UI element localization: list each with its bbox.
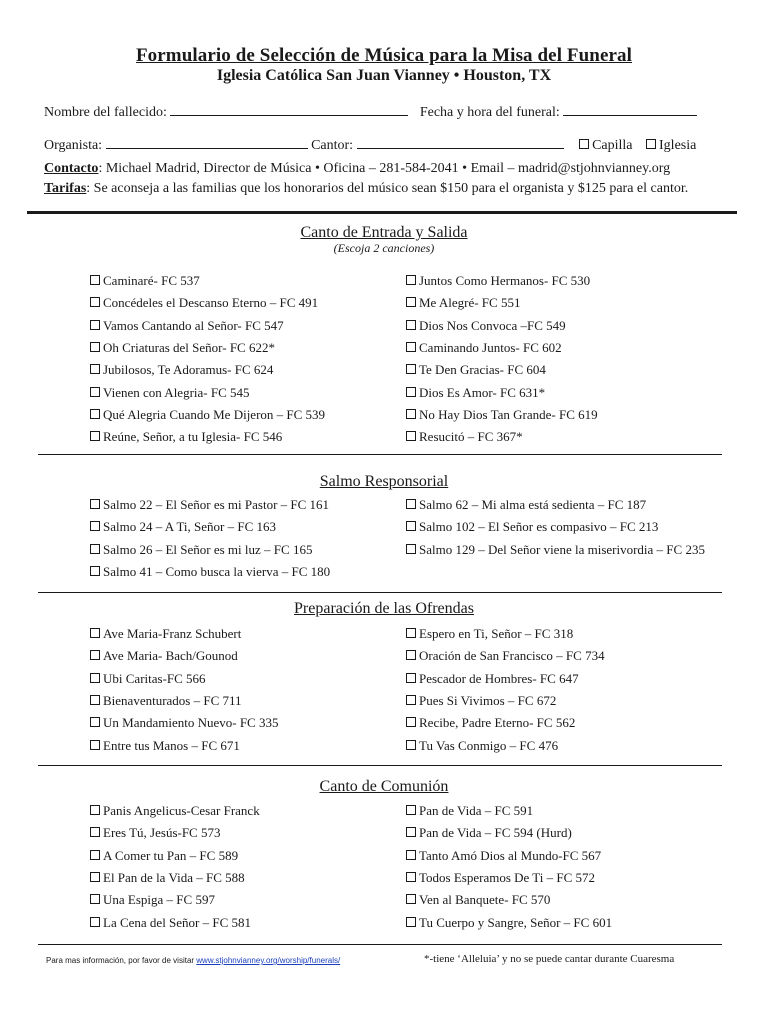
song-label: Oración de San Francisco – FC 734 — [419, 648, 605, 664]
song-checkbox[interactable] — [406, 894, 416, 904]
song-option[interactable] — [406, 848, 601, 864]
song-checkbox[interactable] — [90, 499, 100, 509]
song-checkbox[interactable] — [406, 409, 416, 419]
song-option[interactable] — [90, 542, 312, 558]
song-option[interactable] — [406, 542, 705, 558]
song-checkbox[interactable] — [90, 740, 100, 750]
song-checkbox[interactable] — [406, 628, 416, 638]
song-checkbox[interactable] — [90, 521, 100, 531]
song-checkbox[interactable] — [90, 364, 100, 374]
song-option[interactable] — [90, 564, 330, 580]
song-label: Entre tus Manos – FC 671 — [103, 737, 240, 753]
song-checkbox[interactable] — [90, 387, 100, 397]
contact-label: Contacto — [44, 161, 99, 176]
song-checkbox[interactable] — [90, 275, 100, 285]
capilla-option[interactable] — [579, 138, 632, 153]
song-option[interactable] — [406, 362, 546, 378]
song-checkbox[interactable] — [406, 297, 416, 307]
song-option[interactable] — [90, 429, 282, 445]
song-option[interactable] — [90, 273, 200, 289]
song-label: Me Alegré- FC 551 — [419, 295, 521, 311]
song-label: Salmo 41 – Como busca la vierva – FC 180 — [103, 563, 331, 579]
deceased-row — [44, 103, 724, 121]
song-checkbox[interactable] — [406, 275, 416, 285]
song-checkbox[interactable] — [406, 650, 416, 660]
song-checkbox[interactable] — [406, 717, 416, 727]
song-checkbox[interactable] — [406, 364, 416, 374]
song-option[interactable] — [406, 892, 550, 908]
fees-label: Tarifas — [44, 181, 87, 196]
song-checkbox[interactable] — [90, 827, 100, 837]
contact-text: : Michael Madrid, Director de Música • Oficina – 281-584-2041 • Email – madrid@stjohnvianney.org — [98, 161, 671, 176]
song-checkbox[interactable] — [406, 917, 416, 927]
iglesia-checkbox[interactable] — [646, 139, 656, 149]
section-title-salmo: Salmo Responsorial — [319, 473, 449, 490]
song-label: Tanto Amó Dios al Mundo-FC 567 — [419, 847, 602, 863]
song-option[interactable] — [406, 915, 612, 931]
church-subtitle: Iglesia Católica San Juan Vianney • Houston, TX — [216, 67, 552, 84]
song-checkbox[interactable] — [90, 431, 100, 441]
song-option[interactable] — [90, 671, 206, 687]
song-option[interactable] — [90, 648, 238, 664]
song-label: Eres Tú, Jesús-FC 573 — [103, 825, 221, 841]
divider-2 — [38, 592, 722, 593]
song-label: La Cena del Señor – FC 581 — [103, 914, 252, 930]
song-option[interactable] — [406, 738, 558, 754]
song-option[interactable] — [90, 340, 275, 356]
divider-3 — [38, 765, 722, 766]
song-label: Caminando Juntos- FC 602 — [419, 339, 562, 355]
song-option[interactable] — [406, 803, 533, 819]
song-checkbox[interactable] — [406, 342, 416, 352]
song-option[interactable] — [406, 870, 595, 886]
song-label: Panis Angelicus-Cesar Franck — [103, 803, 260, 818]
song-option[interactable] — [90, 295, 318, 311]
song-label: Vamos Cantando al Señor- FC 547 — [103, 317, 284, 333]
song-checkbox[interactable] — [406, 695, 416, 705]
song-option[interactable] — [90, 519, 276, 535]
funeral-date-field[interactable] — [563, 103, 697, 116]
song-option[interactable] — [406, 385, 545, 401]
song-label: El Pan de la Vida – FC 588 — [103, 869, 245, 885]
song-checkbox[interactable] — [90, 695, 100, 705]
song-option[interactable] — [406, 340, 562, 356]
song-option[interactable] — [90, 915, 251, 931]
song-label: Pescador de Hombres- FC 647 — [419, 670, 579, 686]
divider-footer — [38, 944, 722, 945]
song-label: Pues Si Vivimos – FC 672 — [419, 692, 557, 708]
song-checkbox[interactable] — [90, 566, 100, 576]
song-label: Ave Maria-Franz Schubert — [103, 626, 242, 641]
song-option[interactable] — [90, 385, 250, 401]
fees-line — [44, 181, 744, 197]
song-label: Salmo 129 – Del Señor viene la miserivordia – FC 235 — [419, 541, 705, 557]
footer-info-text: Para mas información, por favor de visitar — [46, 956, 197, 965]
song-label: Salmo 62 – Mi alma está sedienta – FC 187 — [419, 497, 647, 512]
song-checkbox[interactable] — [406, 740, 416, 750]
song-label: Concédeles el Descanso Eterno – FC 491 — [103, 295, 319, 311]
deceased-label: Nombre del fallecido: — [44, 105, 167, 120]
song-option[interactable] — [90, 407, 325, 423]
song-checkbox[interactable] — [406, 320, 416, 330]
song-checkbox[interactable] — [406, 521, 416, 531]
song-label: Una Espiga – FC 597 — [103, 892, 215, 908]
iglesia-label: Iglesia — [659, 138, 697, 153]
song-option[interactable] — [90, 318, 284, 334]
iglesia-option[interactable] — [646, 138, 696, 153]
song-label: No Hay Dios Tan Grande- FC 619 — [419, 406, 598, 422]
cantor-label: Cantor: — [311, 138, 354, 153]
song-label: Salmo 24 – A Ti, Señor – FC 163 — [103, 519, 277, 535]
song-option[interactable] — [90, 693, 242, 709]
song-option[interactable] — [90, 362, 273, 378]
song-label: Salmo 26 – El Señor es mi luz – FC 165 — [103, 541, 313, 557]
song-label: Todos Esperamos De Ti – FC 572 — [419, 869, 596, 885]
song-label: Dios Es Amor- FC 631* — [419, 384, 546, 400]
song-option[interactable] — [90, 892, 215, 908]
song-label: Recibe, Padre Eterno- FC 562 — [419, 715, 576, 731]
song-option[interactable] — [90, 803, 260, 819]
song-option[interactable] — [406, 825, 572, 841]
song-option[interactable] — [406, 407, 598, 423]
song-checkbox[interactable] — [406, 431, 416, 441]
footer-link[interactable]: www.stjohnvianney.org/worship/funerals/ — [196, 956, 341, 965]
song-label: Jubilosos, Te Adoramus- FC 624 — [103, 362, 274, 378]
song-label: Tu Cuerpo y Sangre, Señor – FC 601 — [419, 914, 613, 930]
section-title-ofrendas: Preparación de las Ofrendas — [294, 600, 474, 617]
song-label: Resucitó – FC 367* — [419, 429, 523, 445]
song-option[interactable] — [406, 693, 556, 709]
contact-line — [44, 161, 744, 177]
song-checkbox[interactable] — [406, 872, 416, 882]
song-checkbox[interactable] — [406, 805, 416, 815]
song-label: Ave Maria- Bach/Gounod — [103, 648, 238, 664]
deceased-name-field[interactable] — [170, 103, 408, 116]
song-option[interactable] — [406, 273, 590, 289]
form-title: Formulario de Selección de Música para la Misa del Funeral — [135, 45, 633, 66]
song-checkbox[interactable] — [406, 850, 416, 860]
header-divider — [27, 211, 737, 214]
organist-label: Organista: — [44, 138, 103, 153]
song-option[interactable] — [406, 295, 520, 311]
song-option[interactable] — [90, 715, 278, 731]
funeral-date-label: Fecha y hora del funeral: — [419, 105, 560, 120]
song-label: A Comer tu Pan – FC 589 — [103, 847, 239, 863]
song-label: Ubi Caritas-FC 566 — [103, 670, 206, 686]
organist-row — [44, 136, 724, 154]
song-label: Reúne, Señor, a tu Iglesia- FC 546 — [103, 429, 283, 445]
song-option[interactable] — [406, 648, 605, 664]
organist-field[interactable] — [106, 136, 308, 149]
song-option[interactable] — [406, 626, 573, 642]
song-checkbox[interactable] — [90, 850, 100, 860]
song-checkbox[interactable] — [90, 673, 100, 683]
divider-1 — [38, 454, 722, 455]
song-checkbox[interactable] — [406, 387, 416, 397]
section-title-entrada: Canto de Entrada y Salida — [300, 224, 468, 241]
song-label: Oh Criaturas del Señor- FC 622* — [103, 339, 275, 355]
song-checkbox[interactable] — [90, 297, 100, 307]
song-option[interactable] — [406, 429, 523, 445]
song-checkbox[interactable] — [406, 673, 416, 683]
song-label: Ven al Banquete- FC 570 — [419, 892, 551, 908]
footer-note: *-tiene ‘Alleluia’ y no se puede cantar durante Cuaresma — [424, 953, 675, 965]
song-label: Caminaré- FC 537 — [103, 273, 200, 288]
song-option[interactable] — [90, 825, 220, 841]
song-option[interactable] — [90, 870, 245, 886]
footer-info — [46, 956, 340, 965]
song-checkbox[interactable] — [406, 544, 416, 554]
song-checkbox[interactable] — [90, 544, 100, 554]
song-option[interactable] — [406, 715, 575, 731]
song-label: Dios Nos Convoca –FC 549 — [419, 317, 566, 333]
cantor-field[interactable] — [357, 136, 564, 149]
section-title-comunion: Canto de Comunión — [319, 778, 449, 795]
song-checkbox[interactable] — [90, 717, 100, 727]
song-checkbox[interactable] — [90, 628, 100, 638]
song-label: Te Den Gracias- FC 604 — [419, 362, 546, 378]
section-subtitle-entrada: (Escoja 2 canciones) — [333, 241, 435, 255]
song-label: Pan de Vida – FC 591 — [419, 803, 534, 818]
song-option[interactable] — [406, 671, 579, 687]
song-option[interactable] — [90, 738, 240, 754]
song-option[interactable] — [406, 318, 566, 334]
song-checkbox[interactable] — [90, 409, 100, 419]
fees-text: : Se aconseja a las familias que los honorarios del músico sean $150 para el organista y $125 para el cantor. — [86, 181, 689, 196]
song-checkbox[interactable] — [90, 872, 100, 882]
song-label: Salmo 22 – El Señor es mi Pastor – FC 161 — [103, 497, 330, 512]
capilla-checkbox[interactable] — [579, 139, 589, 149]
song-option[interactable] — [90, 848, 238, 864]
song-label: Salmo 102 – El Señor es compasivo – FC 213 — [419, 519, 659, 535]
song-label: Un Mandamiento Nuevo- FC 335 — [103, 715, 279, 731]
song-label: Espero en Ti, Señor – FC 318 — [419, 626, 574, 641]
song-option[interactable] — [406, 497, 646, 513]
song-label: Tu Vas Conmigo – FC 476 — [419, 737, 559, 753]
song-checkbox[interactable] — [90, 320, 100, 330]
song-label: Vienen con Alegria- FC 545 — [103, 384, 250, 400]
capilla-label: Capilla — [592, 138, 633, 153]
song-checkbox[interactable] — [90, 342, 100, 352]
song-checkbox[interactable] — [90, 894, 100, 904]
song-option[interactable] — [90, 626, 241, 642]
song-checkbox[interactable] — [90, 805, 100, 815]
song-option[interactable] — [90, 497, 329, 513]
song-label: Pan de Vida – FC 594 (Hurd) — [419, 825, 572, 841]
song-checkbox[interactable] — [406, 827, 416, 837]
song-checkbox[interactable] — [90, 650, 100, 660]
song-checkbox[interactable] — [90, 917, 100, 927]
song-checkbox[interactable] — [406, 499, 416, 509]
song-label: Bienaventurados – FC 711 — [103, 692, 242, 708]
song-option[interactable] — [406, 519, 658, 535]
song-label: Qué Alegria Cuando Me Dijeron – FC 539 — [103, 406, 326, 422]
song-label: Juntos Como Hermanos- FC 530 — [419, 273, 591, 288]
